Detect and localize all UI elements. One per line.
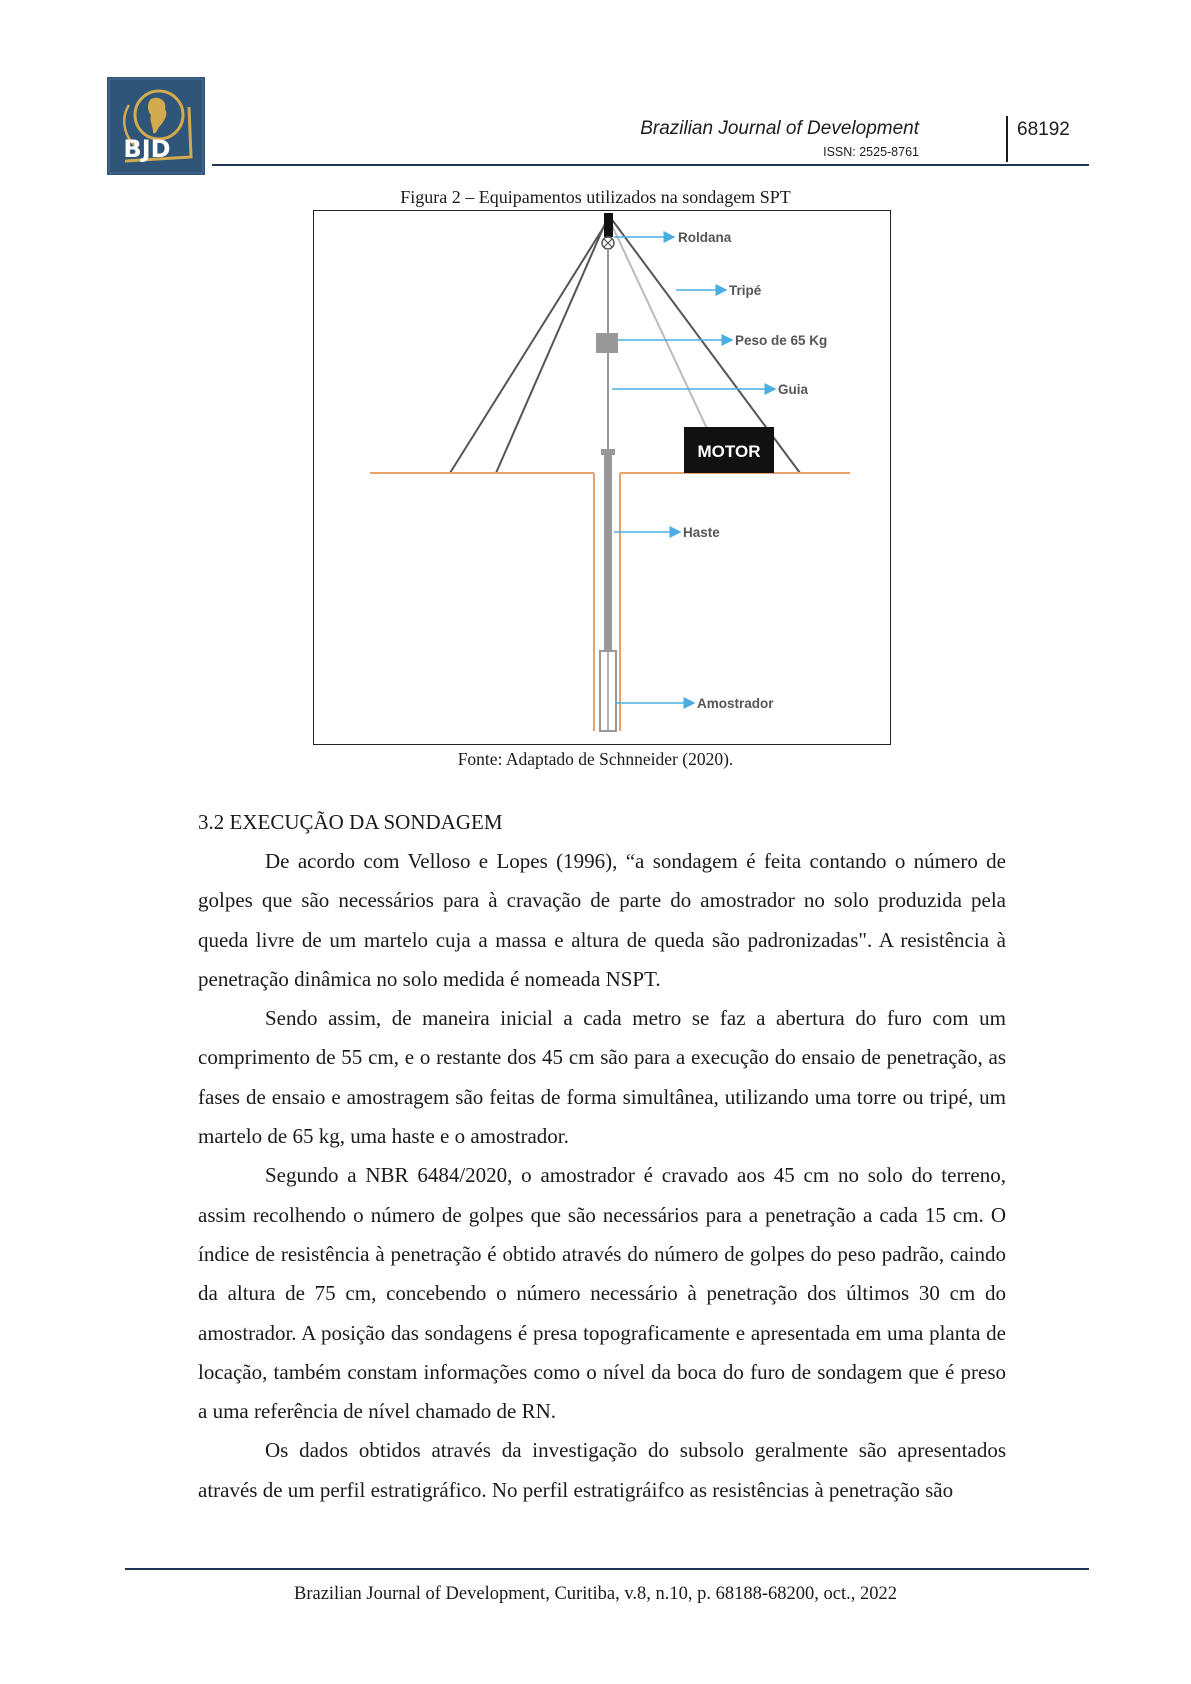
tripod-leg-left-inner <box>496 217 608 473</box>
tripod-leg-left <box>450 217 610 473</box>
paragraph: De acordo com Velloso e Lopes (1996), “a sondagem é feita contando o número de golpes que são necessários para à cravação de parte do amostrador no solo produzida pela queda livre de um martelo cuja a massa e altura de queda são padronizadas". A resistência à penetração dinâmica no solo medida é nomeada NSPT. <box>198 849 1006 991</box>
paragraph: Os dados obtidos através da investigação do subsolo geralmente são apresentados através de um perfil estratigráfico. No perfil estratigráifco as resistências à penetração são <box>198 1438 1006 1502</box>
cable <box>608 217 710 435</box>
motor-label: MOTOR <box>697 442 761 461</box>
label-haste: Haste <box>683 525 720 540</box>
label-roldana: Roldana <box>678 230 732 245</box>
label-guia: Guia <box>778 382 809 397</box>
issn: ISSN: 2525-8761 <box>823 145 919 159</box>
body-text <box>198 842 1006 1510</box>
figure-diagram <box>313 210 891 745</box>
section-heading: 3.2 EXECUÇÃO DA SONDAGEM <box>198 810 503 834</box>
figure-caption: Figura 2 – Equipamentos utilizados na sondagem SPT <box>400 187 791 207</box>
label-peso: Peso de 65 Kg <box>735 333 828 348</box>
hammer-weight <box>596 333 618 353</box>
label-amostrador: Amostrador <box>697 696 774 711</box>
label-tripe: Tripé <box>729 283 762 298</box>
paragraph: Sendo assim, de maneira inicial a cada metro se faz a abertura do furo com um comprimento de 55 cm, e o restante dos 45 cm são para a execução do ensaio de penetração, as fases de ensaio e amostragem são feitas de forma simultânea, utilizando uma torre ou tripé, um martelo de 65 kg, uma haste e o amostrador. <box>198 1006 1006 1149</box>
header-separator <box>1006 116 1008 162</box>
journal-title: Brazilian Journal of Development <box>640 118 919 139</box>
footer-citation: Brazilian Journal of Development, Curitiba, v.8, n.10, p. 68188-68200, oct., 2022 <box>293 1584 898 1604</box>
page-number: 68192 <box>1017 119 1070 140</box>
header-rule <box>212 164 1089 166</box>
journal-logo <box>107 77 205 175</box>
tripod-head <box>604 213 613 237</box>
paragraph: Segundo a NBR 6484/2020, o amostrador é cravado aos 45 cm no solo do terreno, assim recolhendo o número de golpes que são necessários para a penetração a cada 15 cm. O índice de resistência à penetração é obtido através do número de golpes do peso padrão, caindo da altura de 75 cm, concebendo o número necessário à penetração dos últimos 30 cm do amostrador. A posição das sondagens é presa topograficamente e apresentada em uma planta de locação, também constam informações como o nível da boca do furo de sondagem que é preso a uma referência de nível chamado de RN. <box>198 1163 1006 1424</box>
footer-rule <box>125 1568 1089 1570</box>
figure-source: Fonte: Adaptado de Schnneider (2020). <box>457 749 734 769</box>
logo-text: BJD <box>123 135 171 163</box>
drill-rod <box>604 453 612 653</box>
